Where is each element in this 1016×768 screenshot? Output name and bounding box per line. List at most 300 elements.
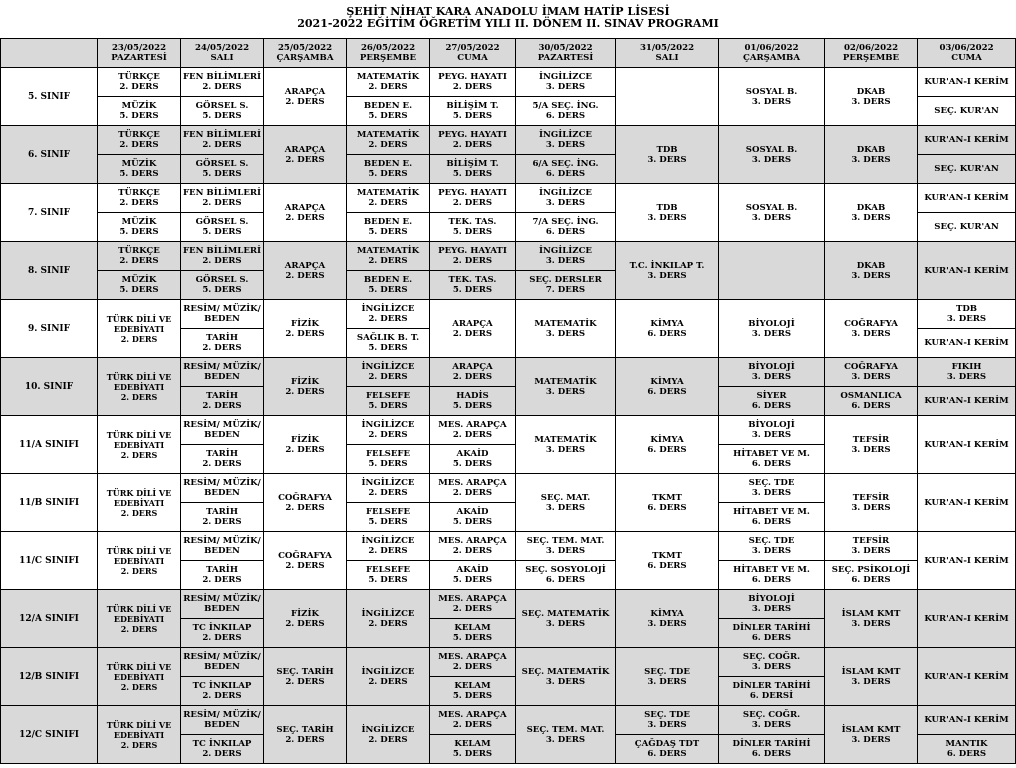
- cell-line: KELAM: [454, 623, 491, 633]
- exam-cell-bottom: [430, 677, 516, 706]
- cell-line: TEFSİR: [852, 536, 890, 546]
- exam-cell-bottom: [347, 387, 430, 416]
- cell-line: KİMYA: [650, 434, 684, 445]
- cell-line: 5. DERS: [452, 691, 493, 701]
- cell-line: İNGİLİZCE: [361, 608, 415, 619]
- class-row-top: [1, 416, 1016, 445]
- cell-line: 2. DERS: [285, 676, 325, 687]
- date-header: [181, 39, 264, 68]
- cell-line: AKAİD: [456, 565, 489, 575]
- cell-line: İNGİLİZCE: [539, 72, 592, 82]
- header-date: 01/06/2022: [744, 43, 799, 53]
- exam-cell-top: [430, 706, 516, 735]
- exam-cell-bottom: [719, 677, 825, 706]
- class-row-top: [1, 242, 1016, 271]
- exam-cell-bottom: [98, 213, 181, 242]
- cell-line: 2. DERS: [285, 96, 325, 107]
- exam-cell-top: [181, 358, 264, 387]
- cell-line: 3. DERS: [851, 96, 891, 107]
- cell-line: 2. DERS: [368, 140, 408, 150]
- exam-cell: [516, 648, 616, 706]
- exam-cell-top: [181, 126, 264, 155]
- cell-line: 3. DERS: [751, 546, 792, 556]
- cell-line: AKAİD: [456, 507, 489, 517]
- exam-cell-top: [98, 68, 181, 97]
- cell-line: 2. DERS: [285, 618, 325, 629]
- exam-cell-top: [516, 532, 616, 561]
- exam-cell-top: [347, 358, 430, 387]
- cell-line: 2. DERS: [202, 82, 242, 92]
- cell-line: 2. DERS: [120, 391, 158, 402]
- cell-line: SİYER: [756, 391, 787, 401]
- cell-line: 2. DERS: [368, 676, 408, 687]
- exam-cell: [98, 300, 181, 358]
- header-day: PAZARTESİ: [111, 53, 167, 63]
- exam-cell-bottom: [347, 213, 430, 242]
- cell-line: MÜZİK: [121, 159, 157, 169]
- exam-cell-bottom: [181, 387, 264, 416]
- cell-line: 2. DERS: [202, 140, 242, 150]
- cell-line: FELSEFE: [365, 449, 411, 459]
- cell-line: FEN BİLİMLERİ: [182, 130, 262, 140]
- exam-cell: [918, 648, 1016, 706]
- exam-cell-top: [181, 532, 264, 561]
- cell-line: 5. DERS: [368, 517, 408, 527]
- cell-line: 6. DERS: [545, 575, 586, 585]
- cell-line: 6. DERS: [946, 749, 987, 759]
- cell-line: 2. DERS: [202, 575, 242, 585]
- cell-line: 3. DERS: [851, 154, 891, 165]
- exam-cell-bottom: [98, 155, 181, 184]
- cell-line: 6. DERS: [751, 749, 792, 759]
- exam-cell-bottom: [918, 155, 1016, 184]
- cell-line: HADİS: [456, 391, 489, 401]
- date-header: [616, 39, 719, 68]
- cell-line: TEFSİR: [852, 492, 890, 503]
- cell-line: TÜRK DİLİ VE: [106, 371, 172, 382]
- cell-line: FİZİK: [291, 318, 319, 329]
- exam-cell-bottom: [181, 677, 264, 706]
- cell-line: 6. DERS: [545, 169, 586, 179]
- cell-line: MÜZİK: [121, 275, 157, 285]
- cell-line: 3. DERS: [545, 546, 586, 556]
- cell-line: 3. DERS: [751, 430, 792, 440]
- cell-line: 6. DERS: [751, 517, 792, 527]
- cell-line: 6. DERS: [647, 749, 687, 759]
- class-row-top: [1, 590, 1016, 619]
- class-label: 10. SINIF: [1, 358, 98, 416]
- exam-cell: [264, 126, 347, 184]
- cell-line: TÜRKÇE: [118, 72, 160, 82]
- cell-line: EDEBİYATI: [113, 497, 165, 508]
- exam-cell-top: [430, 242, 516, 271]
- cell-line: 2. DERS: [202, 691, 242, 701]
- exam-cell: [825, 242, 918, 300]
- exam-cell-top: [347, 474, 430, 503]
- header-date: 31/05/2022: [639, 43, 695, 53]
- cell-line: ARAPÇA: [284, 144, 326, 155]
- cell-line: 5. DERS: [368, 459, 408, 469]
- cell-line: 3. DERS: [751, 662, 792, 672]
- cell-line: SEÇ. KUR'AN: [934, 106, 999, 116]
- cell-line: TDB: [656, 202, 678, 213]
- cell-line: SEÇ. DERSLER: [529, 275, 602, 285]
- cell-line: 3. DERS: [851, 676, 891, 687]
- cell-line: 2. DERS: [202, 749, 242, 759]
- cell-line: SEÇ. TDE: [644, 710, 690, 720]
- exam-cell: [616, 126, 719, 184]
- exam-cell-top: [430, 126, 516, 155]
- cell-line: 5. DERS: [119, 285, 159, 295]
- cell-line: 2. DERS: [285, 328, 325, 339]
- cell-line: TARİH: [206, 449, 238, 459]
- cell-line: 2. DERS: [452, 546, 493, 556]
- exam-cell: [516, 300, 616, 358]
- cell-line: COĞRAFYA: [844, 362, 898, 372]
- exam-cell-bottom: [719, 619, 825, 648]
- cell-line: TÜRK DİLİ VE: [106, 661, 172, 672]
- cell-line: KUR'AN-I KERİM: [924, 338, 1009, 348]
- cell-line: 3. DERS: [545, 618, 586, 629]
- class-label: 8. SINIF: [1, 242, 98, 300]
- cell-line: 3. DERS: [545, 256, 586, 266]
- cell-line: EDEBİYATI: [113, 613, 165, 624]
- cell-line: MATEMATİK: [534, 318, 597, 329]
- cell-line: DİNLER TARİHİ: [732, 739, 811, 749]
- exam-cell-bottom: [430, 503, 516, 532]
- exam-cell-bottom: [825, 387, 918, 416]
- date-header: [98, 39, 181, 68]
- date-header: [825, 39, 918, 68]
- exam-cell: [918, 416, 1016, 474]
- exam-cell: [616, 532, 719, 590]
- header-date: 23/05/2022: [111, 43, 167, 53]
- cell-line: GÖRSEL S.: [195, 275, 249, 285]
- exam-cell-bottom: [347, 561, 430, 590]
- exam-cell: [264, 416, 347, 474]
- exam-cell: [264, 300, 347, 358]
- cell-line: 5. DERS: [368, 285, 408, 295]
- exam-cell-top: [516, 68, 616, 97]
- cell-line: SOSYAL B.: [745, 144, 798, 155]
- cell-line: BEDEN E.: [363, 101, 413, 111]
- cell-line: HİTABET VE M.: [733, 449, 810, 459]
- cell-line: 6. DERS: [751, 459, 792, 469]
- exam-cell-bottom: [516, 561, 616, 590]
- exam-cell: [516, 416, 616, 474]
- cell-line: BEDEN: [204, 662, 240, 672]
- cell-line: İNGİLİZCE: [361, 478, 415, 488]
- cell-line: TÜRK DİLİ VE: [106, 487, 172, 498]
- cell-line: TARİH: [206, 333, 238, 343]
- header-date: 03/06/2022: [939, 43, 994, 53]
- cell-line: OSMANLICA: [840, 391, 902, 401]
- exam-cell: [825, 68, 918, 126]
- cell-line: 6. DERS: [851, 575, 891, 585]
- exam-cell: [825, 706, 918, 764]
- cell-line: RESİM/ MÜZİK/: [183, 652, 261, 662]
- cell-line: 3. DERS: [545, 140, 586, 150]
- date-header: [430, 39, 516, 68]
- class-label: 12/C SINIFI: [1, 706, 98, 764]
- class-label: 11/B SINIFI: [1, 474, 98, 532]
- cell-line: MES. ARAPÇA: [438, 652, 507, 662]
- cell-line: HİTABET VE M.: [733, 565, 810, 575]
- cell-line: DİNLER TARİHİ: [732, 681, 811, 691]
- class-row-top: [1, 358, 1016, 387]
- cell-line: 5. DERS: [202, 227, 242, 237]
- cell-line: COĞRAFYA: [844, 318, 898, 329]
- cell-line: 2. DERS: [285, 444, 325, 455]
- exam-cell-top: [430, 532, 516, 561]
- cell-line: KİMYA: [650, 376, 684, 387]
- cell-line: TÜRK DİLİ VE: [106, 545, 172, 556]
- cell-line: İNGİLİZCE: [539, 130, 592, 140]
- cell-line: 2. DERS: [285, 270, 325, 281]
- cell-line: 2. DERS: [452, 256, 493, 266]
- exam-cell-top: [181, 184, 264, 213]
- exam-cell: [98, 532, 181, 590]
- cell-line: 2. DERS: [119, 198, 159, 208]
- cell-line: 5. DERS: [452, 459, 493, 469]
- exam-cell: [719, 68, 825, 126]
- cell-line: TKMT: [652, 492, 682, 503]
- cell-line: 2. DERS: [452, 328, 493, 339]
- exam-cell-top: [430, 474, 516, 503]
- exam-cell: [825, 590, 918, 648]
- cell-line: MATEMATİK: [356, 72, 420, 82]
- school-title: ŞEHİT NİHAT KARA ANADOLU İMAM HATİP LİSESİ: [346, 5, 670, 18]
- cell-line: TÜRK DİLİ VE: [106, 313, 172, 324]
- cell-line: 6. DERS: [647, 502, 687, 513]
- exam-cell-top: [181, 68, 264, 97]
- cell-line: 3. DERS: [647, 212, 687, 223]
- exam-cell-top: [181, 416, 264, 445]
- cell-line: 5. DERS: [452, 285, 493, 295]
- cell-line: 5. DERS: [119, 227, 159, 237]
- cell-line: SEÇ. MAT.: [540, 492, 591, 503]
- exam-cell: [825, 184, 918, 242]
- cell-line: KİMYA: [650, 318, 684, 329]
- cell-line: 3. DERS: [545, 502, 586, 513]
- date-header: [918, 39, 1016, 68]
- cell-line: 6. DERS: [647, 386, 687, 397]
- cell-line: İNGİLİZCE: [539, 188, 592, 198]
- cell-line: 2. DERS: [120, 681, 158, 692]
- cell-line: MATEMATİK: [534, 434, 597, 445]
- cell-line: 3. DERS: [545, 198, 586, 208]
- exam-cell-bottom: [347, 271, 430, 300]
- exam-cell-bottom: [719, 561, 825, 590]
- cell-line: KELAM: [454, 681, 491, 691]
- cell-line: 5. DERS: [368, 111, 408, 121]
- cell-line: GÖRSEL S.: [195, 217, 249, 227]
- class-row-top: [1, 648, 1016, 677]
- cell-line: 3. DERS: [751, 212, 792, 223]
- cell-line: RESİM/ MÜZİK/: [183, 304, 261, 314]
- cell-line: 5. DERS: [368, 401, 408, 411]
- header-day: SALI: [210, 53, 234, 63]
- exam-cell-bottom: [918, 329, 1016, 358]
- header-day: CUMA: [457, 53, 488, 63]
- exam-cell: [264, 358, 347, 416]
- cell-line: TARİH: [206, 565, 238, 575]
- cell-line: KUR'AN-I KERİM: [924, 193, 1009, 203]
- cell-line: SEÇ. PSİKOLOJİ: [831, 565, 911, 575]
- cell-line: TDB: [955, 304, 978, 314]
- header-day: SALI: [655, 53, 679, 63]
- exam-cell-top: [430, 358, 516, 387]
- cell-line: TÜRKÇE: [118, 188, 160, 198]
- cell-line: PEYG. HAYATI: [438, 130, 507, 140]
- exam-cell-top: [719, 706, 825, 735]
- class-row-top: [1, 126, 1016, 155]
- cell-line: 2. DERS: [368, 82, 408, 92]
- exam-cell-bottom: [430, 561, 516, 590]
- class-label: 11/A SINIFI: [1, 416, 98, 474]
- cell-line: 3. DERS: [751, 720, 792, 730]
- exam-cell-bottom: [181, 213, 264, 242]
- cell-line: KUR'AN-I KERİM: [924, 265, 1009, 276]
- exam-cell-top: [430, 416, 516, 445]
- exam-cell: [616, 184, 719, 242]
- cell-line: ARAPÇA: [452, 362, 493, 372]
- exam-cell-top: [719, 474, 825, 503]
- cell-line: 3. DERS: [851, 546, 891, 556]
- exam-cell-top: [616, 706, 719, 735]
- exam-cell: [264, 706, 347, 764]
- date-header: [719, 39, 825, 68]
- cell-line: KİMYA: [650, 608, 684, 619]
- cell-line: DKAB: [856, 202, 886, 213]
- exam-schedule-table: [0, 38, 1016, 764]
- cell-line: 3. DERS: [851, 444, 891, 455]
- exam-cell-top: [181, 590, 264, 619]
- cell-line: FEN BİLİMLERİ: [182, 246, 262, 256]
- cell-line: 7/A SEÇ. İNG.: [532, 217, 599, 227]
- cell-line: 3. DERS: [851, 372, 891, 382]
- cell-line: MÜZİK: [121, 101, 157, 111]
- cell-line: 3. DERS: [751, 488, 792, 498]
- cell-line: BEDEN: [204, 488, 240, 498]
- cell-line: SEÇ. TEM. MAT.: [526, 724, 605, 735]
- exam-cell: [918, 532, 1016, 590]
- cell-line: FİZİK: [291, 608, 319, 619]
- cell-line: KUR'AN-I KERİM: [924, 613, 1009, 624]
- exam-cell: [98, 358, 181, 416]
- cell-line: ARAPÇA: [284, 202, 326, 213]
- cell-line: 5. DERS: [202, 111, 242, 121]
- cell-line: 2. DERS: [452, 198, 493, 208]
- cell-line: 5/A SEÇ. İNG.: [532, 101, 599, 111]
- cell-line: 5. DERS: [368, 169, 408, 179]
- cell-line: İSLAM KMT: [841, 724, 901, 735]
- exam-cell: [264, 474, 347, 532]
- cell-line: PEYG. HAYATI: [438, 246, 507, 256]
- cell-line: TEK. TAS.: [448, 275, 497, 285]
- exam-cell: [98, 648, 181, 706]
- exam-cell-top: [719, 648, 825, 677]
- cell-line: 3. DERS: [851, 328, 891, 339]
- document-header: [0, 0, 1016, 32]
- cell-line: FEN BİLİMLERİ: [182, 188, 262, 198]
- cell-line: KUR'AN-I KERİM: [924, 77, 1009, 87]
- exam-cell: [825, 126, 918, 184]
- exam-cell: [918, 590, 1016, 648]
- cell-line: FELSEFE: [365, 391, 411, 401]
- exam-cell-top: [347, 126, 430, 155]
- cell-line: 5. DERS: [368, 227, 408, 237]
- cell-line: 3. DERS: [751, 604, 792, 614]
- exam-cell-bottom: [516, 97, 616, 126]
- cell-line: ARAPÇA: [452, 318, 493, 329]
- program-title: 2021-2022 EĞİTİM ÖĞRETİM YILI II. DÖNEM II. SINAV PROGRAMI: [297, 17, 719, 30]
- cell-line: BİLİŞİM T.: [446, 159, 499, 169]
- cell-line: 2. DERS: [368, 546, 408, 556]
- cell-line: 6. DERS: [545, 227, 586, 237]
- cell-line: 2. DERS: [285, 502, 325, 513]
- exam-cell-bottom: [181, 561, 264, 590]
- cell-line: 5. DERS: [452, 401, 493, 411]
- cell-line: SEÇ. COĞR.: [742, 710, 801, 720]
- cell-line: 2. DERS: [202, 256, 242, 266]
- exam-cell-bottom: [430, 97, 516, 126]
- cell-line: 3. DERS: [647, 618, 687, 629]
- cell-line: DİNLER TARİHİ: [732, 623, 811, 633]
- cell-line: 3. DERS: [751, 96, 792, 107]
- exam-cell-bottom: [98, 271, 181, 300]
- cell-line: MES. ARAPÇA: [438, 420, 507, 430]
- cell-line: AKAİD: [456, 449, 489, 459]
- exam-cell-bottom: [719, 387, 825, 416]
- cell-line: SAĞLIK B. T.: [356, 333, 420, 343]
- cell-line: 5. DERS: [452, 633, 493, 643]
- class-label: 6. SINIF: [1, 126, 98, 184]
- cell-line: 3. DERS: [851, 502, 891, 513]
- cell-line: GÖRSEL S.: [195, 101, 249, 111]
- cell-line: 6. DERS: [647, 444, 687, 455]
- cell-line: 2. DERS: [120, 623, 158, 634]
- cell-line: BİLİŞİM T.: [446, 101, 499, 111]
- cell-line: 3. DERS: [751, 328, 792, 339]
- cell-line: 6. DERS: [647, 328, 687, 339]
- exam-cell: [347, 706, 430, 764]
- exam-cell-top: [516, 242, 616, 271]
- exam-cell-top: [430, 68, 516, 97]
- cell-line: MES. ARAPÇA: [438, 710, 507, 720]
- cell-line: EDEBİYATI: [113, 381, 165, 392]
- cell-line: EDEBİYATI: [113, 439, 165, 450]
- exam-cell: [264, 184, 347, 242]
- cell-line: 2. DERS: [285, 386, 325, 397]
- cell-line: KUR'AN-I KERİM: [924, 715, 1009, 725]
- exam-cell-bottom: [347, 155, 430, 184]
- exam-cell-top: [918, 126, 1016, 155]
- cell-line: BEDEN E.: [363, 275, 413, 285]
- cell-line: 5. DERS: [452, 517, 493, 527]
- cell-line: 3. DERS: [545, 734, 586, 745]
- cell-line: TÜRKÇE: [118, 130, 160, 140]
- cell-line: 6/A SEÇ. İNG.: [532, 159, 599, 169]
- cell-line: TÜRK DİLİ VE: [106, 429, 172, 440]
- cell-line: BEDEN E.: [363, 217, 413, 227]
- cell-line: İSLAM KMT: [841, 608, 901, 619]
- exam-cell-bottom: [616, 735, 719, 764]
- header-date: 25/05/2022: [277, 43, 333, 53]
- cell-line: 6. DERS: [545, 111, 586, 121]
- exam-cell-bottom: [181, 445, 264, 474]
- cell-line: 2. DERS: [452, 430, 493, 440]
